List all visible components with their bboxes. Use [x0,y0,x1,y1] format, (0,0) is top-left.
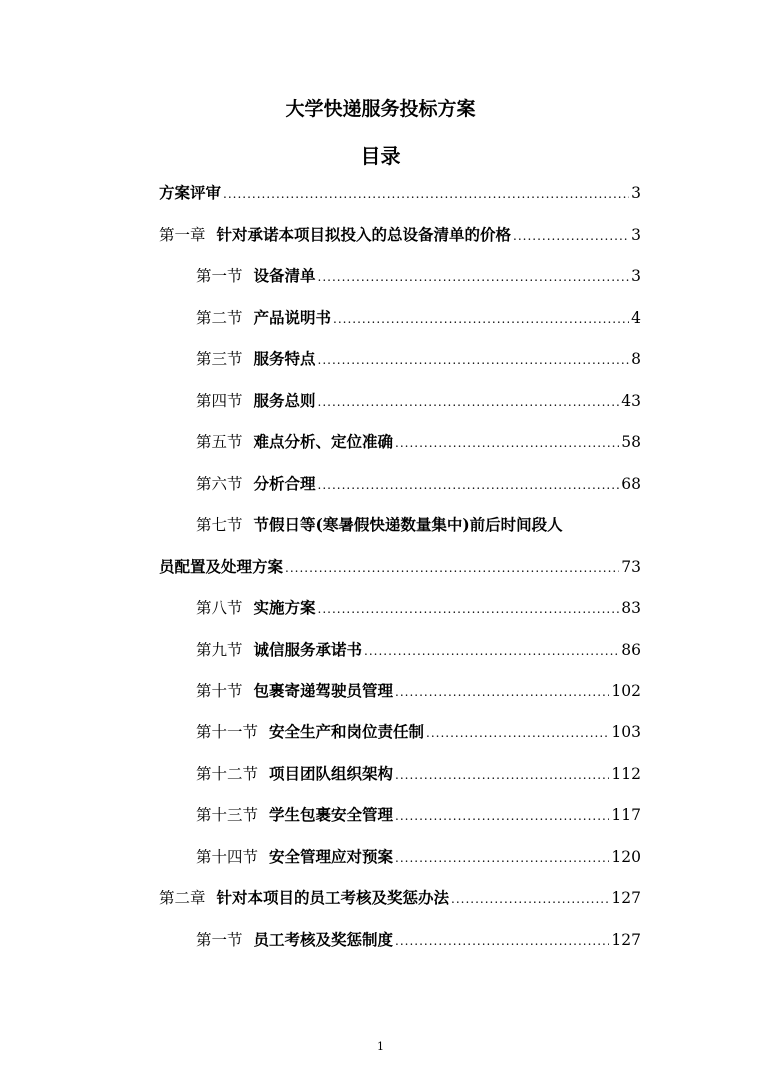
toc-dot-leader [318,348,630,372]
toc-page-number: 3 [631,184,641,202]
toc-entry-label: 第一章 [159,226,206,244]
toc-entry-section-1-8[interactable] [196,596,641,620]
toc-dot-leader [318,390,620,414]
toc-page-number: 68 [621,475,641,493]
toc-entry-label: 第九节 [196,641,243,659]
toc-page-number: 120 [611,848,641,866]
toc-entry-section-1-14[interactable] [196,845,641,869]
toc-entry-label: 第一节 [196,267,243,285]
toc-entry-section-1-6[interactable] [196,472,641,496]
toc-dot-leader [318,597,620,621]
page-number-footer: 1 [377,1040,384,1053]
toc-page-number: 86 [621,641,641,659]
toc-entry-title: 方案评审 [159,183,222,202]
toc-dot-leader [364,639,619,663]
toc-entry-section-1-13[interactable] [196,803,641,827]
toc-entry-section-1-12[interactable] [196,762,641,786]
toc-entry-title: 分析合理 [253,474,316,493]
toc-entry-title: 项目团队组织架构 [269,764,394,783]
toc-entry-section-1-9[interactable] [196,638,641,662]
toc-dot-leader [285,556,619,580]
toc-dot-leader [426,721,609,745]
toc-dot-leader [395,680,609,704]
toc-page-number: 8 [631,350,641,368]
toc-dot-leader [451,887,609,911]
toc-entry-section-1-5[interactable] [196,430,641,454]
toc-page-number: 73 [621,558,641,576]
toc-entry-label: 第八节 [196,599,243,617]
toc-entry-section-1-4[interactable] [196,389,641,413]
toc-dot-leader [395,763,609,787]
toc-entry-label: 第二章 [159,889,206,907]
toc-page-number: 83 [621,599,641,617]
toc-entry-chapter-2[interactable] [159,886,641,910]
toc-entry-section-1-11[interactable] [196,720,641,744]
toc-entry-section-1-10[interactable] [196,679,641,703]
toc-dot-leader [513,224,629,248]
toc-entry-title: 包裹寄递驾驶员管理 [253,681,394,700]
toc-entry-title: 安全生产和岗位责任制 [269,722,425,741]
toc-entry-label: 第十三节 [196,806,259,824]
toc-page-number: 112 [611,765,641,783]
toc-page-number: 103 [611,723,641,741]
toc-entry-title: 服务总则 [253,391,316,410]
toc-entry-section-1-7[interactable] [196,513,641,537]
toc-entry-title: 服务特点 [253,349,316,368]
toc-entry-title: 员工考核及奖惩制度 [253,930,394,949]
toc-entry-title-continued: 员配置及处理方案 [159,557,284,576]
toc-entry-title: 学生包裹安全管理 [269,805,394,824]
toc-entry-title: 产品说明书 [253,308,332,327]
toc-page-number: 4 [631,309,641,327]
toc-entry-label: 第一节 [196,931,243,949]
toc-dot-leader [395,431,619,455]
toc-page-number: 3 [631,226,641,244]
toc-entry-label: 第三节 [196,350,243,368]
toc-entry-label: 第十二节 [196,765,259,783]
toc-page-number: 117 [611,806,641,824]
toc-entry-title: 实施方案 [253,598,316,617]
toc-page-number: 102 [611,682,641,700]
toc-dot-leader [318,265,630,289]
toc-dot-leader [223,182,629,206]
toc-page-number: 58 [621,433,641,451]
toc-entry-title: 针对本项目的员工考核及奖惩办法 [216,888,450,907]
toc-dot-leader [395,846,609,870]
toc-entry-chapter-1[interactable] [159,223,641,247]
toc-entry-title: 设备清单 [253,266,316,285]
toc-entry-title: 安全管理应对预案 [269,847,394,866]
toc-entry-label: 第六节 [196,475,243,493]
toc-entry-section-1-7-continued[interactable] [159,555,641,579]
toc-page-number: 43 [621,392,641,410]
toc-page-number: 3 [631,267,641,285]
toc-entry-section-2-1[interactable] [196,928,641,952]
toc-entry-label: 第二节 [196,309,243,327]
toc-entry-section-1-2[interactable] [196,306,641,330]
toc-entry-title: 节假日等(寒暑假快递数量集中)前后时间段人 [253,515,563,534]
toc-dot-leader [333,307,629,331]
toc-entry-label: 第十一节 [196,723,259,741]
toc-dot-leader [395,929,609,953]
toc-entry-section-1-3[interactable] [196,347,641,371]
toc-entry-proposal-review[interactable] [159,181,641,205]
toc-entry-label: 第十节 [196,682,243,700]
toc-heading: 目录 [360,144,401,168]
toc-entry-label: 第七节 [196,516,243,534]
toc-entry-title: 针对承诺本项目拟投入的总设备清单的价格 [216,225,512,244]
toc-entry-title: 难点分析、定位准确 [253,432,394,451]
toc-dot-leader [318,473,620,497]
toc-entry-label: 第十四节 [196,848,259,866]
toc-entry-title: 诚信服务承诺书 [253,640,363,659]
toc-page-number: 127 [611,889,641,907]
toc-entry-section-1-1[interactable] [196,264,641,288]
toc-dot-leader [395,804,609,828]
toc-page-number: 127 [611,931,641,949]
toc-entry-label: 第四节 [196,392,243,410]
document-title: 大学快递服务投标方案 [285,98,476,120]
toc-entry-label: 第五节 [196,433,243,451]
